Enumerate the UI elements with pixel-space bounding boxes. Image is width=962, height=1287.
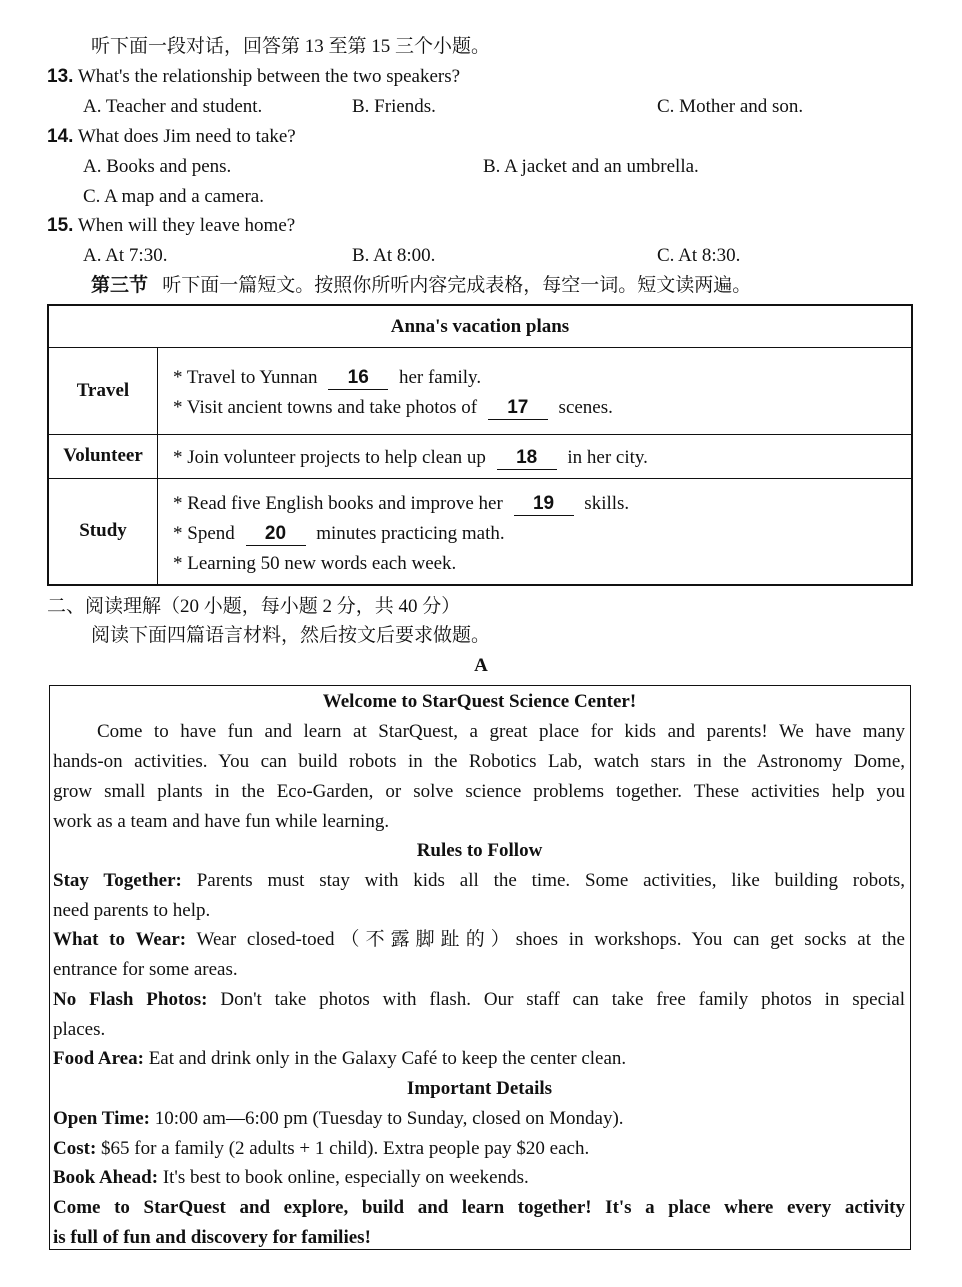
section-3-label: 第三节: [91, 275, 149, 296]
row-divider: [49, 434, 911, 435]
rule-what-to-wear: [53, 926, 905, 954]
option-14c[interactable]: C. A map and a camera.: [83, 186, 264, 207]
row-label-study: Study: [79, 520, 127, 541]
reading-heading: 二、阅读理解（20 小题，每小题 2 分，共 40 分）: [47, 596, 461, 617]
rule-label: Stay Together:: [53, 870, 182, 891]
table-title: Anna's vacation plans: [49, 306, 911, 348]
question-13: [47, 63, 460, 91]
section-3-instruction: [91, 272, 751, 300]
passage-letter: A: [474, 655, 488, 676]
item-text: * Visit ancient towns and take photos of: [173, 397, 478, 418]
table-item: [173, 520, 505, 548]
rule-text: Eat and drink only in the Galaxy Café to keep the center clean.: [148, 1048, 627, 1069]
rule-label: Food Area:: [53, 1048, 144, 1069]
option-14a[interactable]: A. Books and pens.: [83, 156, 232, 177]
rule-label: What to Wear:: [53, 929, 187, 950]
row-label-volunteer: Volunteer: [63, 445, 143, 466]
detail-open-time: [53, 1105, 624, 1133]
column-divider: [157, 348, 158, 584]
rule-stay-together: [53, 867, 905, 895]
listening-intro: 听下面一段对话，回答第 13 至第 15 三个小题。: [91, 36, 491, 57]
detail-text: $65 for a family (2 adults + 1 child). Extra people pay $20 each.: [101, 1138, 590, 1159]
details-heading: Important Details: [406, 1078, 553, 1099]
row-label-travel: Travel: [76, 380, 130, 401]
item-text: * Travel to Yunnan: [173, 367, 318, 388]
question-14: [47, 123, 296, 151]
option-15a[interactable]: A. At 7:30.: [83, 245, 168, 266]
item-text: * Spend: [173, 523, 235, 544]
rule-text: Wear closed-toed（不露脚趾的）shoes in workshops. You can get socks at the: [196, 929, 905, 950]
item-text: her family.: [398, 367, 482, 388]
question-number: 15.: [47, 215, 74, 236]
option-14b[interactable]: B. A jacket and an umbrella.: [483, 156, 699, 177]
passage-paragraph-line: hands-on activities. You can build robots in the Robotics Lab, watch stars in the Astronomy Dome,: [53, 751, 905, 772]
detail-label: Cost:: [53, 1138, 97, 1159]
passage-paragraph-line: grow small plants in the Eco-Garden, or solve science problems together. These activities help you: [53, 781, 905, 802]
detail-label: Open Time:: [53, 1108, 150, 1129]
item-text: in her city.: [567, 447, 648, 468]
answer-blank-17[interactable]: 17: [488, 397, 548, 420]
detail-text: 10:00 am—6:00 pm (Tuesday to Sunday, closed on Monday).: [154, 1108, 624, 1129]
answer-blank-19[interactable]: 19: [514, 493, 574, 516]
question-text: What's the relationship between the two speakers?: [77, 66, 461, 87]
row-divider: [49, 478, 911, 479]
rules-heading: Rules to Follow: [416, 840, 543, 861]
item-text: scenes.: [558, 397, 613, 418]
table-item: [173, 444, 648, 472]
answer-blank-16[interactable]: 16: [328, 367, 388, 390]
detail-text: It's best to book online, especially on weekends.: [162, 1167, 529, 1188]
question-number: 14.: [47, 126, 74, 147]
closing-line: Come to StarQuest and explore, build and learn together! It's a place where every activity: [53, 1197, 905, 1218]
question-15: [47, 212, 295, 240]
passage-title: Welcome to StarQuest Science Center!: [322, 691, 637, 712]
question-text: What does Jim need to take?: [77, 126, 296, 147]
detail-book-ahead: [53, 1164, 529, 1192]
item-text: * Learning 50 new words each week.: [173, 553, 457, 574]
option-13c[interactable]: C. Mother and son.: [657, 96, 804, 117]
vacation-plans-table: [47, 304, 913, 586]
table-item: [173, 394, 613, 422]
table-item: [173, 364, 481, 392]
section-3-text: 听下面一篇短文。按照你所听内容完成表格，每空一词。短文读两遍。: [162, 275, 752, 296]
detail-cost: [53, 1135, 589, 1163]
option-15c[interactable]: C. At 8:30.: [657, 245, 741, 266]
rule-continuation: places.: [53, 1019, 106, 1040]
rule-no-flash: [53, 986, 905, 1014]
rule-continuation: need parents to help.: [53, 900, 211, 921]
table-item: [173, 490, 629, 518]
item-text: skills.: [584, 493, 630, 514]
rule-label: No Flash Photos:: [53, 989, 208, 1010]
reading-instruction: 阅读下面四篇语言材料，然后按文后要求做题。: [91, 625, 491, 646]
rule-text: Parents must stay with kids all the time. Some activities, like building robots,: [196, 870, 906, 891]
rule-text: Don't take photos with flash. Our staff can take free family photos in special: [220, 989, 906, 1010]
passage-a-box: [49, 685, 911, 1250]
passage-paragraph-line: work as a team and have fun while learning.: [53, 811, 390, 832]
question-number: 13.: [47, 66, 74, 87]
table-item: [173, 550, 456, 578]
question-text: When will they leave home?: [77, 215, 296, 236]
item-text: * Join volunteer projects to help clean up: [173, 447, 486, 468]
answer-blank-20[interactable]: 20: [246, 523, 306, 546]
detail-label: Book Ahead:: [53, 1167, 159, 1188]
answer-blank-18[interactable]: 18: [497, 447, 557, 470]
option-13a[interactable]: A. Teacher and student.: [83, 96, 263, 117]
option-15b[interactable]: B. At 8:00.: [352, 245, 436, 266]
passage-paragraph-line: Come to have fun and learn at StarQuest, a great place for kids and parents! We have many: [97, 721, 905, 742]
rule-food-area: [53, 1045, 626, 1073]
closing-line: is full of fun and discovery for families!: [53, 1227, 371, 1248]
rule-continuation: entrance for some areas.: [53, 959, 238, 980]
option-13b[interactable]: B. Friends.: [352, 96, 436, 117]
item-text: * Read five English books and improve her: [173, 493, 503, 514]
item-text: minutes practicing math.: [316, 523, 505, 544]
